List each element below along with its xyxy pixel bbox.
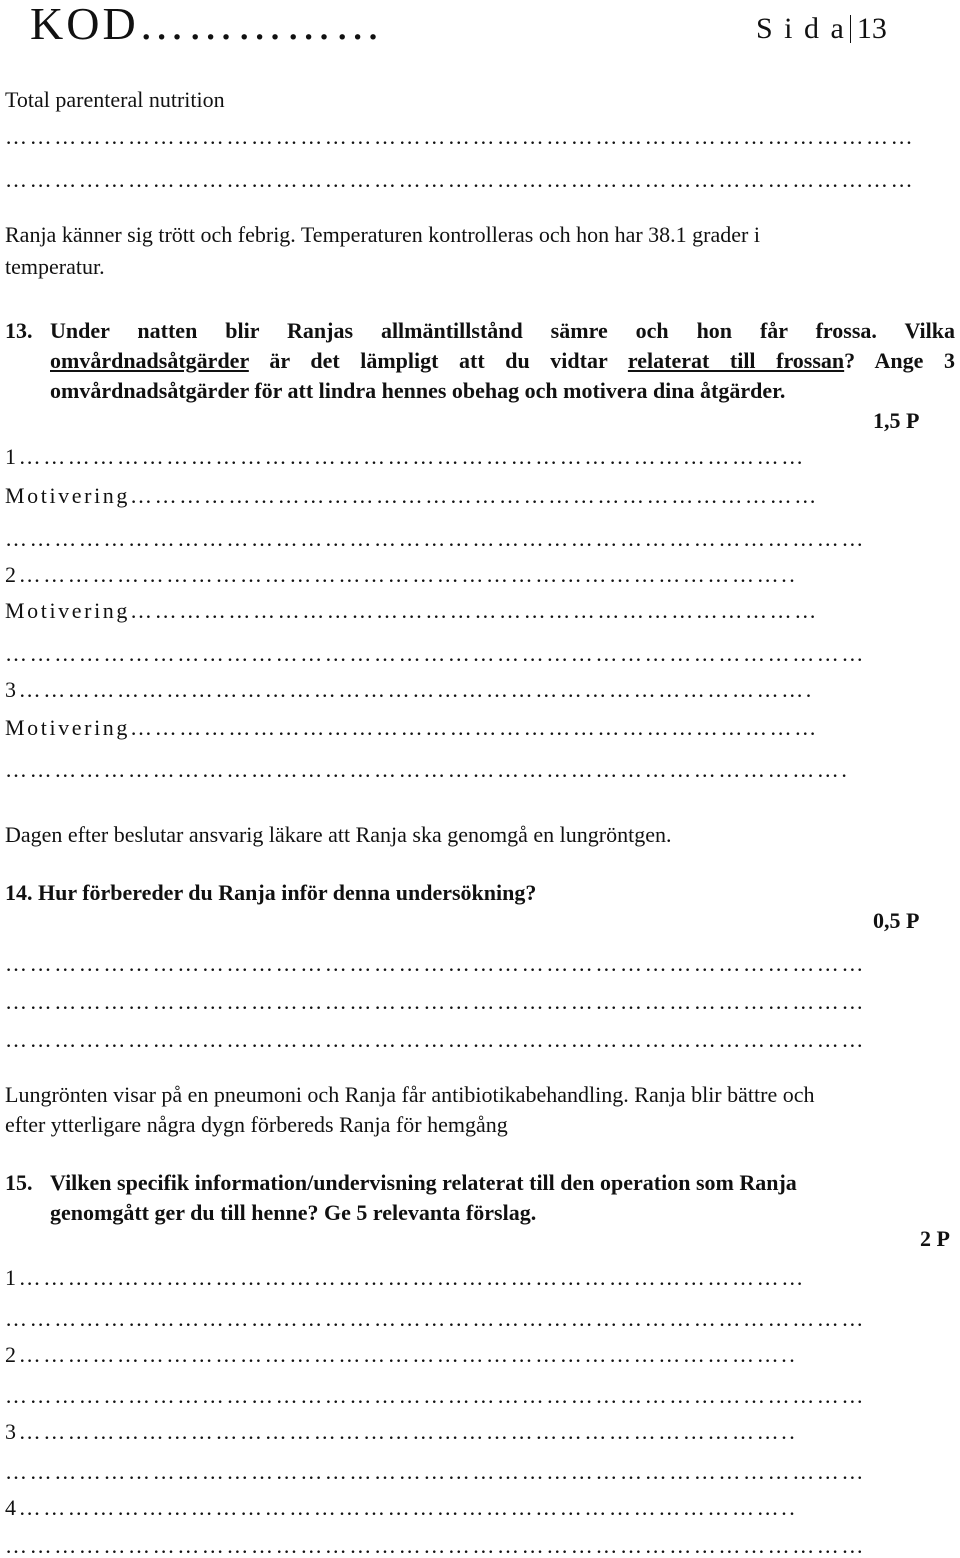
page-number: 13 [856, 12, 887, 45]
question-15-text: Vilken specifik information/undervisning relaterat till den operation som Ranja [50, 1170, 797, 1195]
answer-continuation-4[interactable]: …………………………………………………………………………………………… [5, 1534, 866, 1558]
question-14-points: 0,5 P [873, 908, 920, 933]
question-14-text: 14. Hur förbereder du Ranja inför denna undersökning? [5, 880, 537, 905]
case-text: Ranja känner sig trött och febrig. Temperaturen kontrolleras och hon har 38.1 grader i [5, 222, 760, 247]
answer-line[interactable]: …………………………………………………………………………………………… [5, 1028, 866, 1052]
question-13-text: omvårdnadsåtgärder för att lindra hennes obehag och motivera dina åtgärder. [50, 378, 786, 403]
topic-heading: Total parenteral nutrition [5, 87, 225, 112]
answer-line-1[interactable]: 1…………………………………………………………………………………… [5, 445, 806, 469]
motivering-line-3[interactable]: Motivering………………………………………………………………………… [5, 716, 819, 740]
answer-line-2[interactable]: 2………………………………………………………………………………….. [5, 1343, 798, 1367]
answer-line[interactable]: …………………………………………………………………………………………… [5, 952, 866, 976]
motivering-continuation-1[interactable]: …………………………………………………………………………………………… [5, 527, 866, 551]
answer-line[interactable]: ………………………………………………………………………………………………… [5, 168, 916, 192]
answer-line-3[interactable]: 3……………………………………………………………………………………. [5, 678, 814, 702]
answer-continuation-3[interactable]: …………………………………………………………………………………………… [5, 1460, 866, 1484]
question-15-text: genomgått ger du till henne? Ge 5 relevanta förslag. [50, 1200, 537, 1225]
case-text: Lungrönten visar på en pneumoni och Ranja får antibiotikabehandling. Ranja blir bättre och [5, 1082, 815, 1107]
header-divider [850, 15, 851, 43]
question-15-points: 2 P [920, 1226, 950, 1251]
case-text: Dagen efter beslutar ansvarig läkare att Ranja ska genomgå en lungröntgen. [5, 822, 672, 847]
answer-line-1[interactable]: 1…………………………………………………………………………………… [5, 1266, 806, 1290]
motivering-line-1[interactable]: Motivering………………………………………………………………………… [5, 484, 819, 508]
motivering-continuation-2[interactable]: …………………………………………………………………………………………… [5, 642, 866, 666]
answer-line-3[interactable]: 3………………………………………………………………………………….. [5, 1420, 798, 1444]
case-text: efter ytterligare några dygn förbereds Ranja för hemgång [5, 1112, 508, 1137]
motivering-line-2[interactable]: Motivering………………………………………………………………………… [5, 599, 819, 623]
page-header-number [756, 10, 887, 48]
answer-line[interactable]: ………………………………………………………………………………………………… [5, 125, 916, 149]
question-13-text: omvårdnadsåtgärder är det lämpligt att du vidtar relaterat till frossan? Ange 3 [50, 348, 955, 373]
answer-continuation-2[interactable]: …………………………………………………………………………………………… [5, 1384, 866, 1408]
motivering-continuation-3[interactable]: …………………………………………………………………………………………. [5, 758, 850, 782]
answer-line-4[interactable]: 4………………………………………………………………………………….. [5, 1496, 798, 1520]
case-text: temperatur. [5, 254, 105, 279]
answer-line-2[interactable]: 2………………………………………………………………………………….. [5, 563, 798, 587]
answer-line[interactable]: …………………………………………………………………………………………… [5, 990, 866, 1014]
question-13-text: Under natten blir Ranjas allmäntillstånd sämre och hon får frossa. Vilka [50, 318, 955, 343]
page-label: S i d a [756, 12, 846, 45]
question-15-number: 15. [5, 1170, 33, 1195]
question-13-number: 13. [5, 318, 33, 343]
page-header-title: KOD…………… [30, 0, 384, 49]
question-13-points: 1,5 P [873, 408, 920, 433]
answer-continuation-1[interactable]: …………………………………………………………………………………………… [5, 1307, 866, 1331]
